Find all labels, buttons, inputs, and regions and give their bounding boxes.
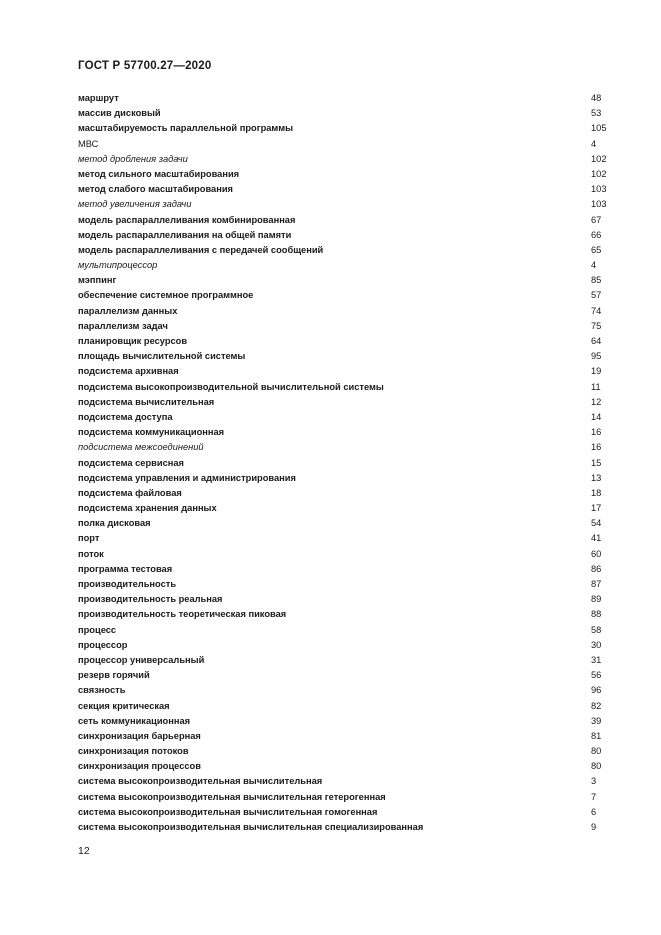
index-term: подсистема хранения данных: [78, 503, 217, 514]
index-page-reference: 105: [591, 123, 607, 134]
index-entry: [78, 243, 608, 258]
index-entry: [78, 288, 608, 303]
index-term: параллелизм данных: [78, 305, 178, 316]
index-page-reference: 12: [591, 396, 602, 407]
index-entry: [78, 577, 608, 592]
index-term: резерв горячий: [78, 670, 150, 681]
index-entry: [78, 668, 608, 683]
index-page-reference: 57: [591, 290, 602, 301]
index-term: производительность: [78, 579, 177, 589]
index-term: модель распараллеливания комбинированная: [78, 214, 296, 225]
index-entry: [78, 729, 608, 744]
index-term: модель распараллеливания на общей памяти: [78, 229, 292, 240]
index-page-reference: 3: [591, 776, 597, 787]
index-entry: [78, 304, 608, 319]
index-entry: [78, 440, 608, 455]
index-entry: [78, 790, 608, 805]
index-entry: [78, 471, 608, 486]
index-page-reference: 95: [591, 351, 602, 362]
index-page-reference: 103: [591, 199, 607, 210]
index-entry: [78, 152, 608, 167]
index-entry: [78, 197, 608, 212]
index-term: параллелизм задач: [78, 320, 168, 331]
index-term: подсистема файловая: [78, 487, 182, 498]
index-term: синхронизация процессов: [78, 761, 201, 772]
index-term: производительность теоретическая пиковая: [78, 609, 287, 620]
index-term: подсистема сервисная: [78, 457, 184, 468]
index-entry: [78, 319, 608, 334]
index-entry: [78, 121, 608, 136]
document-header: ГОСТ Р 57700.27—2020: [78, 60, 212, 72]
index-page-reference: 86: [591, 563, 602, 574]
index-page-reference: 31: [591, 654, 602, 665]
index-page-reference: 80: [591, 746, 602, 757]
index-page-reference: 7: [591, 791, 597, 802]
index-term: метод сильного масштабирования: [78, 168, 240, 179]
index-page-reference: 4: [591, 138, 597, 149]
index-entry: [78, 228, 608, 243]
index-term: система высокопроизводительная вычислительная гомогенная: [78, 806, 378, 817]
index-entry: [78, 820, 608, 835]
index-page-reference: 60: [591, 548, 602, 559]
index-term: метод слабого масштабирования: [78, 184, 233, 195]
index-entry: [78, 653, 608, 668]
index-entry: [78, 456, 608, 471]
index-entry: [78, 516, 608, 531]
index-page-reference: 11: [591, 381, 601, 392]
index-term: площадь вычислительной системы: [78, 351, 246, 362]
index-entry: [78, 547, 608, 562]
index-page-reference: 14: [591, 411, 602, 422]
index-page-reference: 13: [591, 472, 602, 483]
index-entry: [78, 425, 608, 440]
index-page-reference: 80: [591, 761, 602, 772]
index-page-reference: 102: [591, 168, 607, 179]
index-page-reference: 30: [591, 639, 602, 650]
index-entry: [78, 258, 608, 273]
index-entry: [78, 699, 608, 714]
index-entry: [78, 592, 608, 607]
index-term: метод дробления задачи: [78, 153, 188, 164]
index-page-reference: 64: [591, 336, 602, 346]
index-term: процесс: [78, 624, 117, 635]
index-page-reference: 15: [591, 457, 602, 468]
index-term: система высокопроизводительная вычислительная: [78, 776, 323, 787]
index-entry: [78, 167, 608, 182]
index-entry: [78, 106, 608, 121]
index-term: подсистема коммуникационная: [78, 427, 225, 438]
index-term: подсистема вычислительная: [78, 396, 215, 407]
index-term: поток: [78, 548, 104, 559]
index-page-reference: 67: [591, 214, 602, 225]
index-term: подсистема доступа: [78, 411, 173, 422]
index-page-reference: 18: [591, 487, 602, 498]
index-entry: [78, 744, 608, 759]
index-page-reference: 4: [591, 260, 597, 271]
index-term: синхронизация барьерная: [78, 730, 201, 741]
index-page-reference: 102: [591, 153, 607, 164]
index-term: процессор универсальный: [78, 654, 205, 665]
index-page-reference: 53: [591, 108, 602, 119]
index-page-reference: 39: [591, 715, 602, 726]
index-entry: [78, 273, 608, 288]
index-term: мэппинг: [78, 275, 117, 286]
index-entry: [78, 638, 608, 653]
index-term: подсистема управления и администрирования: [78, 472, 296, 483]
index-term: секция критическая: [78, 700, 170, 711]
index-entry: [78, 182, 608, 197]
index-page-reference: 66: [591, 229, 602, 240]
index-term: массив дисковый: [78, 108, 161, 119]
index-entry: [78, 623, 608, 638]
index-page-reference: 75: [591, 320, 602, 331]
index-entry: [78, 137, 608, 152]
index-page-reference: 58: [591, 624, 602, 635]
index-term: система высокопроизводительная вычислительная гетерогенная: [78, 791, 386, 802]
index-page-reference: 41: [591, 533, 602, 544]
index-page-reference: 9: [591, 822, 597, 832]
index-term: МВС: [78, 138, 99, 149]
alphabetical-index: [78, 91, 608, 835]
index-term: модель распараллеливания с передачей сообщений: [78, 244, 324, 255]
index-term: сеть коммуникационная: [78, 715, 191, 726]
index-entry: [78, 486, 608, 501]
index-page-reference: 65: [591, 244, 602, 255]
index-page-reference: 82: [591, 700, 602, 711]
index-term: мультипроцессор: [78, 260, 158, 271]
index-page-reference: 17: [591, 503, 602, 514]
index-term: метод увеличения задачи: [78, 199, 192, 210]
index-term: синхронизация потоков: [78, 746, 189, 757]
index-term: порт: [78, 533, 100, 544]
index-page-reference: 87: [591, 579, 602, 589]
index-entry: [78, 91, 608, 106]
index-page-reference: 48: [591, 93, 602, 103]
index-entry: [78, 380, 608, 395]
index-page-reference: 6: [591, 806, 597, 817]
index-term: масштабируемость параллельной программы: [78, 123, 294, 134]
index-page-reference: 54: [591, 518, 602, 529]
index-entry: [78, 805, 608, 820]
index-entry: [78, 213, 608, 228]
index-entry: [78, 395, 608, 410]
index-entry: [78, 562, 608, 577]
index-page-reference: 16: [591, 442, 602, 453]
index-entry: [78, 349, 608, 364]
index-page-reference: 19: [591, 366, 602, 377]
index-entry: [78, 774, 608, 789]
index-entry: [78, 714, 608, 729]
page-number: 12: [78, 845, 90, 857]
index-entry: [78, 683, 608, 698]
index-entry: [78, 364, 608, 379]
index-page-reference: 96: [591, 685, 602, 696]
index-page-reference: 56: [591, 670, 602, 681]
index-page-reference: 16: [591, 427, 602, 438]
index-entry: [78, 531, 608, 546]
index-entry: [78, 334, 608, 349]
index-page-reference: 103: [591, 184, 607, 195]
index-term: маршрут: [78, 93, 119, 103]
index-term: производительность реальная: [78, 594, 223, 605]
index-entry: [78, 607, 608, 622]
index-term: процессор: [78, 639, 128, 650]
index-entry: [78, 501, 608, 516]
index-page-reference: 81: [591, 730, 602, 741]
index-term: подсистема высокопроизводительной вычислительной системы: [78, 381, 384, 392]
index-term: полка дисковая: [78, 518, 151, 529]
index-term: планировщик ресурсов: [78, 336, 188, 346]
index-term: подсистема межсоединений: [78, 442, 204, 453]
index-page-reference: 74: [591, 305, 602, 316]
index-page-reference: 89: [591, 594, 602, 605]
index-entry: [78, 410, 608, 425]
index-term: программа тестовая: [78, 563, 173, 574]
index-term: обеспечение системное программное: [78, 290, 254, 301]
index-page-reference: 85: [591, 275, 602, 286]
index-page-reference: 88: [591, 609, 602, 620]
index-entry: [78, 759, 608, 774]
index-term: подсистема архивная: [78, 366, 179, 377]
index-term: связность: [78, 685, 126, 696]
index-term: система высокопроизводительная вычислительная специализированная: [78, 822, 424, 832]
